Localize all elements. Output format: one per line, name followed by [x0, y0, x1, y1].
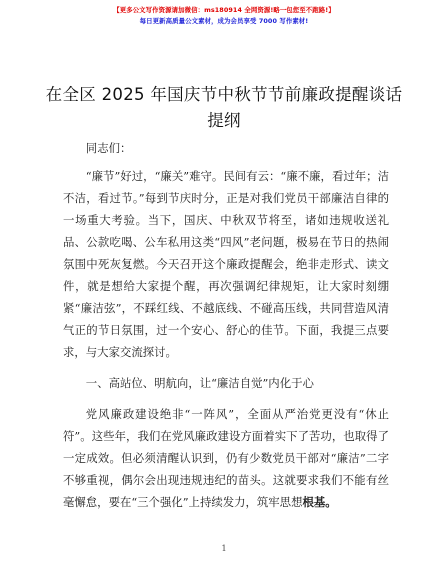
document-title-line-1: 在全区 2025 年国庆节中秋节节前廉政提醒谈话	[45, 85, 403, 104]
paragraph-intro: “廉节”好过，“廉关”难守。民间有云：“廉不廉，看过年；洁不洁，看过节。”每到节庆时分，正是对我们党员干部廉洁自律的一场重大考验。当下，国庆、中秋双节将至，诸如违规收送礼品、公款吃喝、公车私用这类“四风”老问题，极易在节日的热闹氛围中死灰复燃。今天召开这个廉政提醒会，绝非走形式、读文件，就是想给大家提个醒，再次强调纪律规矩，让大家时刻绷紧“廉洁弦”，不踩红线、不越底线、不碰高压线，共同营造风清气正的节日氛围，过一个安心、舒心的佳节。下面，我提三点要求，与大家交流探讨。	[63, 169, 389, 359]
promo-banner-line-1: 【更多公文写作资源请加微信：ms180914 全网资源!略一包您至不跑路!】	[113, 6, 335, 14]
salutation: 同志们：	[85, 141, 132, 155]
paragraph-section-1-bold-end: 根基。	[302, 495, 337, 509]
document-title	[40, 82, 408, 134]
promo-banner-line-2: 每日更新高质量公文素材，成为会员享受 7000 写作素材!	[139, 17, 309, 25]
page-number: 1	[221, 544, 227, 553]
promo-banner	[0, 5, 448, 27]
document-body	[63, 137, 389, 513]
section-heading-1: 一、高站位、明航向，让“廉洁自觉”内化于心	[85, 376, 314, 390]
document-title-line-2: 提纲	[207, 111, 241, 130]
paragraph-section-1-text: 党风廉政建设绝非“一阵风”，全面从严治党更没有“休止符”。这些年，我们在党风廉政建设方面着实下了苦功，也取得了一定成效。但必须清醒认识到，仍有少数党员干部对“廉洁”二字不够重视，偶尔会出现违规违纪的苗头。这就要求我们不能有丝毫懈怠，要在“三个强化”上持续发力，筑牢思想	[63, 407, 389, 509]
paragraph-section-1	[63, 403, 389, 513]
